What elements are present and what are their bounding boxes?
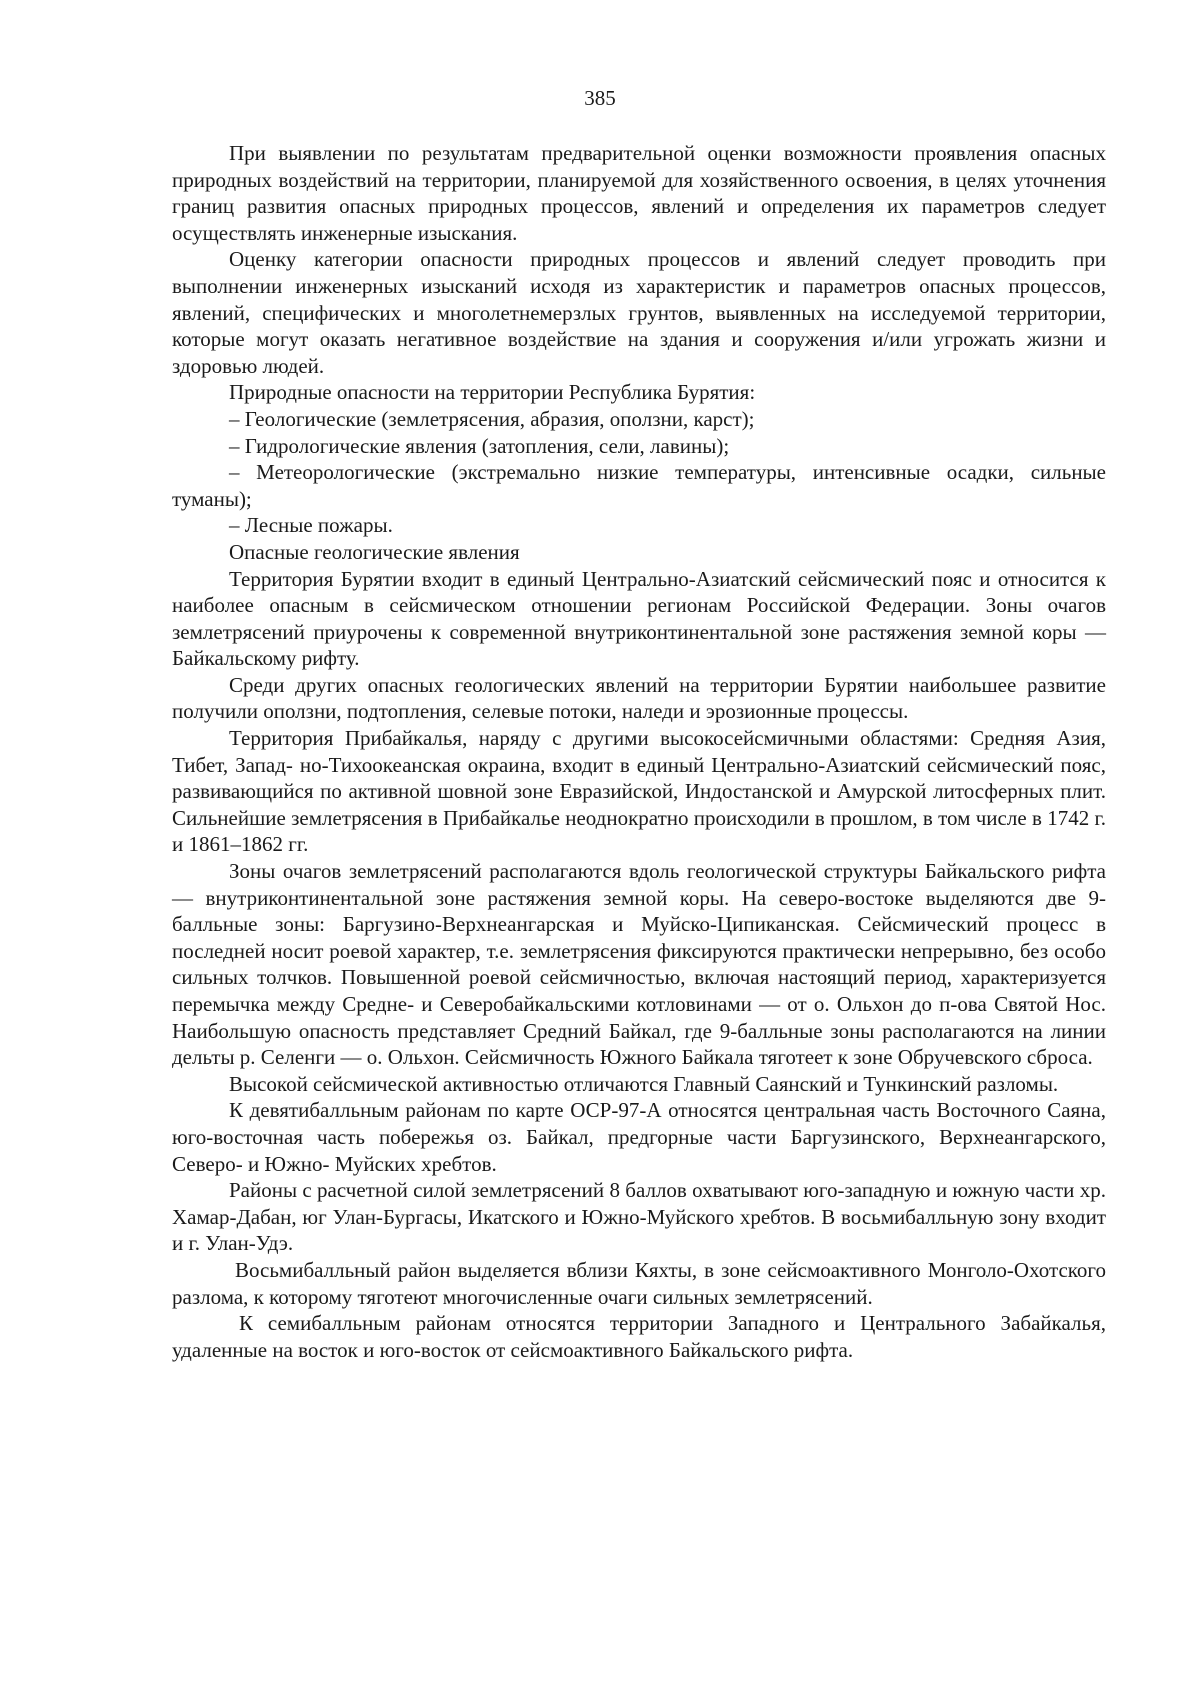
page-number: 385 xyxy=(584,86,616,110)
paragraph-seven-point-areas: К семибалльным районам относятся территории Западного и Центрального Забайкалья, удаленные на восток и юго-восток от сейсмоактивного Байкальского рифта. xyxy=(172,1311,1106,1362)
paragraph-natural-hazards-intro: Природные опасности на территории Республика Бурятия: xyxy=(229,380,756,405)
paragraph-earthquake-zones: Зоны очагов землетрясений располагаются вдоль геологической структуры Байкальского рифта — внутриконтинентальной зоне растяжения земной коры. На северо-востоке выделяются две 9-балльные зоны: Баргузино-Верхнеангарская и Муйско-Ципиканская. Сейсмический процесс в последней носит роевой характер, т.е. землетрясения фиксируются практически непрерывно, без особо сильных толчков. Повышенной роевой сейсмичностью, включая настоящий период, характеризуется перемычка между Средне- и Северобайкальскими котловинами — от о. Ольхон до п-ова Святой Нос. Наибольшую опасность представляет Средний Байкал, где 9-балльные зоны располагаются на линии дельты р. Селенги — о. Ольхон. Сейсмичность Южного Байкала тяготеет к зоне Обручевского сброса. xyxy=(172,859,1106,1070)
paragraph-faults: Высокой сейсмической активностью отличаются Главный Саянский и Тункинский разломы. xyxy=(229,1071,1059,1096)
paragraph-kyakhta-area: Восьмибалльный район выделяется вблизи Кяхты, в зоне сейсмоактивного Монголо-Охотского разлома, к которому тяготеют многочисленные очаги сильных землетрясений. xyxy=(172,1257,1106,1309)
document-body xyxy=(172,140,1106,1363)
paragraph-eight-point-areas: Районы с расчетной силой землетрясений 8 баллов охватывают юго-западную и южную части хр. Хамар-Дабан, юг Улан-Бургасы, Икатского и Южно-Муйского хребтов. В восьмибалльную зону входит и г. Улан-Удэ. xyxy=(172,1178,1106,1256)
list-item-geological: – Геологические (землетрясения, абразия, оползни, карст); xyxy=(229,406,755,431)
paragraph-pribaikalye-territory: Территория Прибайкалья, наряду с другими высокосейсмичными областями: Средняя Азия, Тибет, Запад- но-Тихоокеанская окраина, входит в единый Центрально-Азиатский сейсмический пояс, развивающийся по активной шовной зоне Евразийской, Индостанской и Амурской литосферных плит. Сильнейшие землетрясения в Прибайкалье неоднократно происходили в прошлом, в том числе в 1742 г. и 1861–1862 гг. xyxy=(172,726,1106,857)
paragraph-seismic-belt: Территория Бурятии входит в единый Центрально-Азиатский сейсмический пояс и относится к наиболее опасным в сейсмическом отношении регионам Российской Федерации. Зоны очагов землетрясений приурочены к современной внутриконтинентальной зоне растяжения земной коры — Байкальскому рифту. xyxy=(172,566,1106,671)
paragraph-other-geological-hazards: Среди других опасных геологических явлений на территории Бурятии наибольшее развитие получили оползни, подтопления, селевые потоки, наледи и эрозионные процессы. xyxy=(172,672,1106,724)
paragraph-hazard-category: Оценку категории опасности природных процессов и явлений следует проводить при выполнении инженерных изысканий исходя из характеристик и параметров опасных процессов, явлений, специфических и многолетнемерзлых грунтов, выявленных на исследуемой территории, которые могут оказать негативное воздействие на здания и сооружения и/или угрожать жизни и здоровью людей. xyxy=(172,247,1106,378)
list-item-hydrological: – Гидрологические явления (затопления, сели, лавины); xyxy=(229,433,730,458)
section-heading-geological-hazards: Опасные геологические явления xyxy=(229,539,520,564)
paragraph-engineering-surveys: При выявлении по результатам предварительной оценки возможности проявления опасных природных воздействий на территории, планируемой для хозяйственного освоения, в целях уточнения границ развития опасных природных процессов, явлений и определения их параметров следует осуществлять инженерные изыскания. xyxy=(172,141,1106,245)
list-item-meteorological: – Метеорологические (экстремально низкие температуры, интенсивные осадки, сильные туманы); xyxy=(172,460,1106,511)
list-item-forest-fires: – Лесные пожары. xyxy=(229,513,393,538)
paragraph-nine-point-areas: К девятибалльным районам по карте ОСР-97-А относятся центральная часть Восточного Саяна, юго-восточная часть побережья оз. Байкал, предгорные части Баргузинского, Верхнеангарского, Северо- и Южно- Муйских хребтов. xyxy=(172,1098,1106,1176)
